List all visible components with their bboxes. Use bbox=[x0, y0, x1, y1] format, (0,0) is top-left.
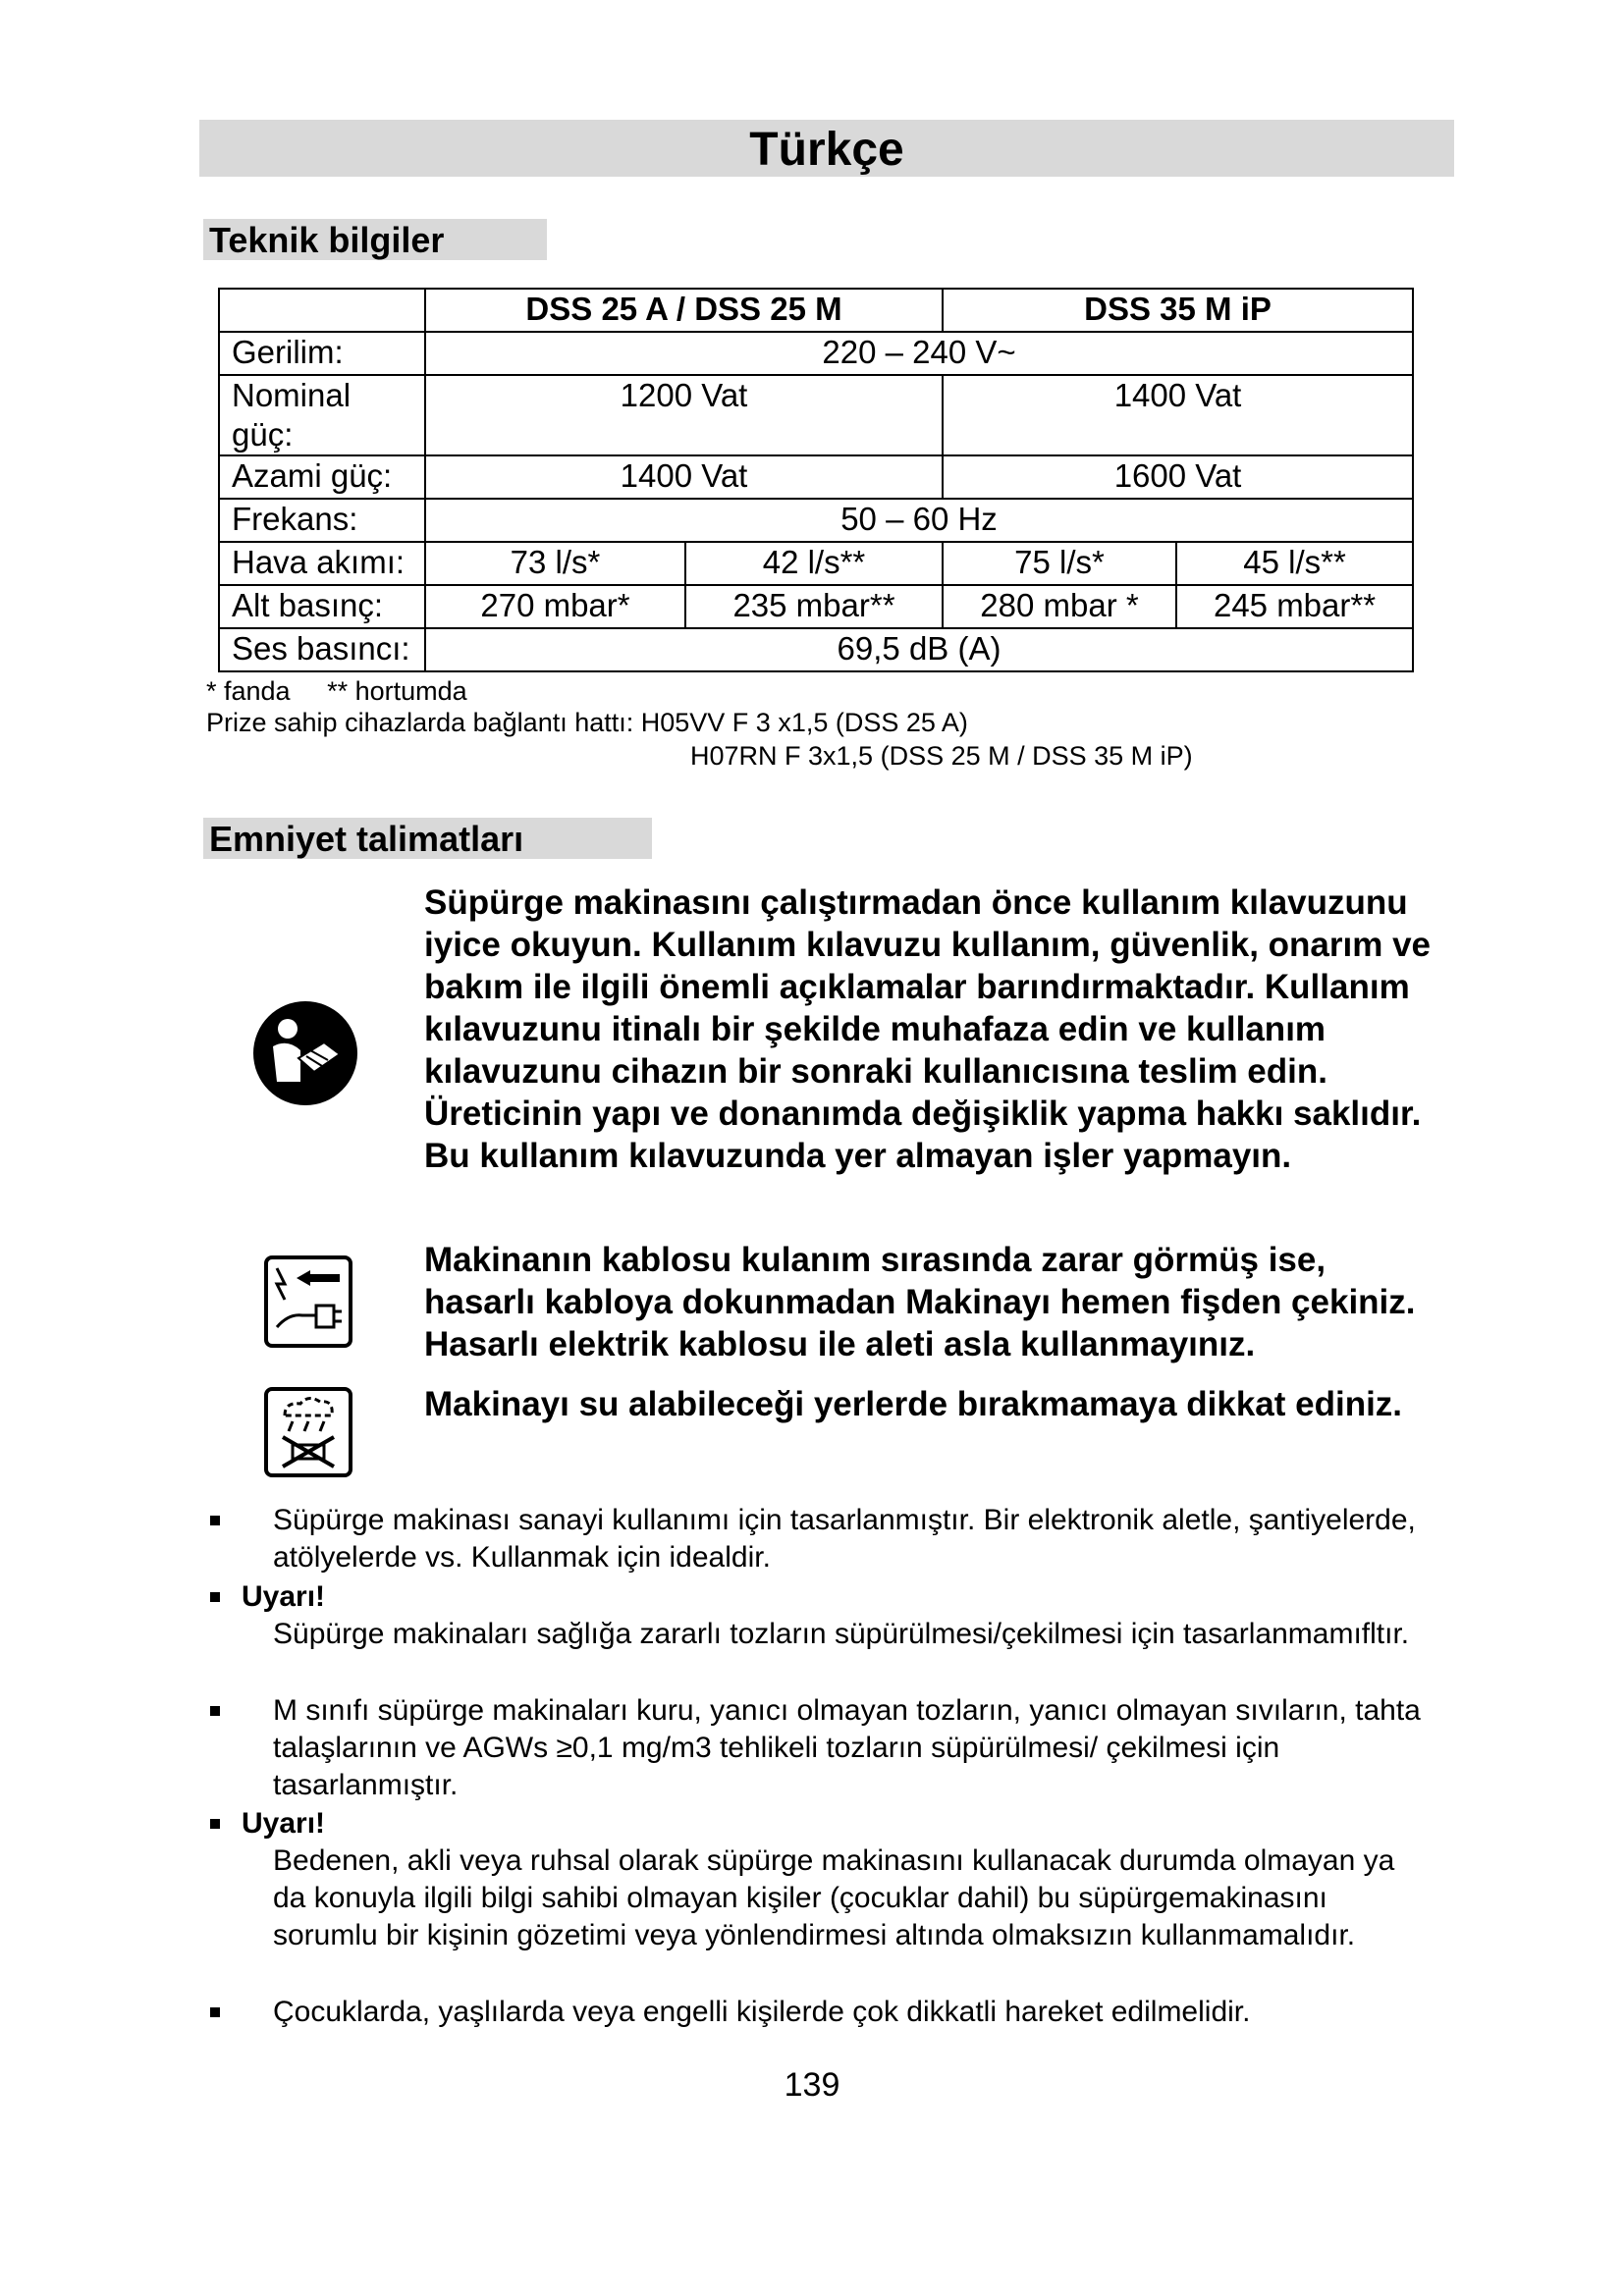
page-number: 139 bbox=[784, 2066, 840, 2104]
table-row bbox=[219, 455, 1413, 499]
list-item-text: Çocuklarda, yaşlılarda veya engelli kişilerde çok dikkatli hareket edilmelidir. bbox=[273, 1996, 1251, 2028]
table-row bbox=[219, 499, 1413, 542]
list-item-text: Bedenen, akli veya ruhsal olarak süpürge makinasını kullanacak durumda olmayan ya da konuyla ilgili bilgi sahibi olmayan kişiler (çocuklar dahil) bu süpürgemakinasını sorumlu bir kişinin gözetimi veya yönlendirmesi altında olmaksızın kullanmamalıdır. bbox=[273, 1844, 1395, 1951]
bullet-icon bbox=[210, 1706, 220, 1716]
list-item bbox=[206, 1502, 1434, 1576]
warning-label: Uyarı! bbox=[242, 1807, 326, 1840]
frequency-value: 50 – 60 Hz bbox=[425, 499, 1413, 542]
list-item-text: Süpürge makinaları sağlığa zararlı tozların süpürülmesi/çekilmesi için tasarlanmamıfltır. bbox=[273, 1618, 1410, 1650]
underpressure-value: 245 mbar** bbox=[1176, 585, 1413, 628]
nominal-power-dss35: 1400 Vat bbox=[943, 375, 1413, 455]
section-heading-safety: Emniyet talimatları bbox=[203, 818, 652, 859]
read-manual-icon bbox=[251, 999, 359, 1107]
no-rain-icon bbox=[263, 1386, 353, 1478]
air-flow-value: 42 l/s** bbox=[685, 542, 943, 585]
nominal-power-label: Nominal güç: bbox=[219, 375, 425, 455]
list-item bbox=[206, 1692, 1434, 1804]
table-row bbox=[219, 542, 1413, 585]
list-item bbox=[206, 1994, 1434, 2031]
bullet-icon bbox=[210, 1592, 220, 1602]
list-item-text: Süpürge makinası sanayi kullanımı için tasarlanmıştır. Bir elektronik aletle, şantiyelerde, atölyelerde vs. Kullanmak için idealdir. bbox=[273, 1504, 1416, 1574]
list-item bbox=[206, 1578, 1434, 1653]
header-empty-cell bbox=[219, 289, 425, 332]
bullet-icon bbox=[210, 2007, 220, 2017]
table-row bbox=[219, 332, 1413, 375]
underpressure-label: Alt basınç: bbox=[219, 585, 425, 628]
air-flow-value: 45 l/s** bbox=[1176, 542, 1413, 585]
table-row bbox=[219, 375, 1413, 455]
footnote-marks: * fanda ** hortumda bbox=[206, 676, 467, 706]
underpressure-value: 235 mbar** bbox=[685, 585, 943, 628]
bullet-icon bbox=[210, 1516, 220, 1525]
sound-pressure-label: Ses basıncı: bbox=[219, 628, 425, 671]
section-heading-technical: Teknik bilgiler bbox=[203, 219, 547, 260]
underpressure-value: 270 mbar* bbox=[425, 585, 685, 628]
max-power-dss35: 1600 Vat bbox=[943, 455, 1413, 499]
list-item bbox=[206, 1805, 1434, 1954]
model-dss25: DSS 25 A / DSS 25 M bbox=[425, 289, 943, 332]
voltage-value: 220 – 240 V~ bbox=[425, 332, 1413, 375]
sound-pressure-value: 69,5 dB (A) bbox=[425, 628, 1413, 671]
max-power-label: Azami güç: bbox=[219, 455, 425, 499]
damaged-cable-icon bbox=[263, 1255, 353, 1349]
table-row bbox=[219, 628, 1413, 671]
water-warning-text: Makinayı su alabileceği yerlerde bırakmamaya dikkat ediniz. bbox=[424, 1385, 1403, 1423]
air-flow-value: 73 l/s* bbox=[425, 542, 685, 585]
language-header: Türkçe bbox=[199, 120, 1454, 177]
nominal-power-dss25: 1200 Vat bbox=[425, 375, 943, 455]
manual-warning-text: Süpürge makinasını çalıştırmadan önce kullanım kılavuzunu iyice okuyun. Kullanım kılavuzu kullanım, güvenlik, onarım ve bakım ile ilgili önemli açıklamalar barındırmaktadır. Kullanım kılavuzunu itinalı bir şekilde muhafaza edin ve kullanım kılavuzunu cihazın bir sonraki kullanıcısına teslim edin. Üreticinin yapı ve donanımda değişiklik yapma hakkı saklıdır. Bu kullanım kılavuzunda yer almayan işler yapmayın. bbox=[424, 883, 1432, 1175]
max-power-dss25: 1400 Vat bbox=[425, 455, 943, 499]
air-flow-value: 75 l/s* bbox=[943, 542, 1176, 585]
warning-label: Uyarı! bbox=[242, 1580, 326, 1613]
cable-line-1: Prize sahip cihazlarda bağlantı hattı: H05VV F 3 x1,5 (DSS 25 A) bbox=[206, 708, 968, 737]
air-flow-label: Hava akımı: bbox=[219, 542, 425, 585]
bullet-icon bbox=[210, 1819, 220, 1829]
cable-warning-text: Makinanın kablosu kulanım sırasında zarar görmüş ise, hasarlı kabloya dokunmadan Makinayı hemen fişden çekiniz. Hasarlı elektrik kablosu ile aleti asla kullanmayınız. bbox=[424, 1241, 1416, 1363]
table-header-row bbox=[219, 289, 1413, 332]
model-dss35: DSS 35 M iP bbox=[943, 289, 1413, 332]
spec-table bbox=[218, 288, 1414, 672]
frequency-label: Frekans: bbox=[219, 499, 425, 542]
underpressure-value: 280 mbar * bbox=[943, 585, 1176, 628]
list-item-text: M sınıfı süpürge makinaları kuru, yanıcı olmayan tozların, yanıcı olmayan sıvıların, tahta talaşlarının ve AGWs ≥0,1 mg/m3 tehlikeli tozların süpürülmesi/ çekilmesi için tasarlanmıştır. bbox=[273, 1694, 1421, 1801]
table-row bbox=[219, 585, 1413, 628]
voltage-label: Gerilim: bbox=[219, 332, 425, 375]
cable-line-2: H07RN F 3x1,5 (DSS 25 M / DSS 35 M iP) bbox=[690, 741, 1193, 771]
